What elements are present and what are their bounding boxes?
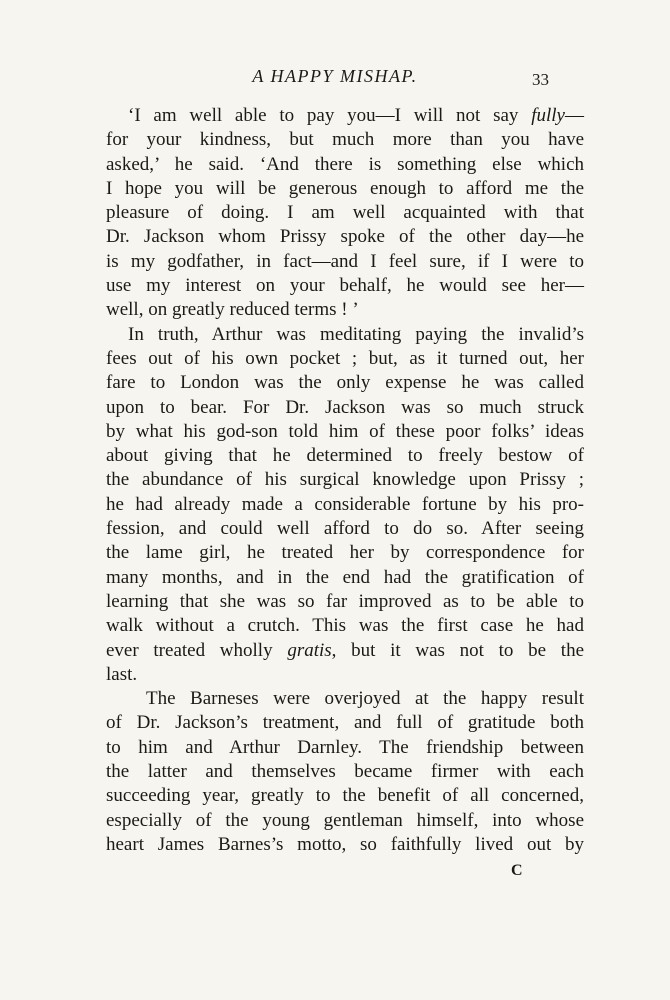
text-line: learning that she was so far improved as to be able to — [106, 590, 584, 612]
text-line: The Barneses were overjoyed at the happy result — [146, 688, 584, 710]
text-line: ‘I am well able to pay you—I will not say fully— — [128, 105, 584, 126]
text-line: walk without a crutch. This was the first case he had — [106, 615, 584, 637]
body-text — [106, 104, 584, 857]
text-line: succeeding year, greatly to the benefit of all concerned, — [106, 785, 584, 807]
text-line: asked,’ he said. ‘And there is something else which — [106, 153, 584, 175]
text-line: by what his god-son told him of these poor folks’ ideas — [106, 420, 584, 442]
text-line: In truth, Arthur was meditating paying the invalid’s — [128, 323, 584, 345]
text-line: fare to London was the only expense he was called — [106, 372, 584, 394]
text-line: upon to bear. For Dr. Jackson was so much struck — [106, 396, 584, 418]
text-line: is my godfather, in fact—and I feel sure, if I were to — [106, 250, 584, 272]
text-line: for your kindness, but much more than you have — [106, 129, 584, 151]
text-line: of Dr. Jackson’s treatment, and full of gratitude both — [106, 712, 584, 734]
signature-mark: C — [511, 862, 523, 879]
text-line: the abundance of his surgical knowledge upon Prissy ; — [106, 469, 584, 491]
text-line: many months, and in the end had the gratification of — [106, 566, 584, 588]
page-number: 33 — [532, 70, 549, 89]
text-line: I hope you will be generous enough to afford me the — [106, 177, 584, 199]
text-line: Dr. Jackson whom Prissy spoke of the other day—he — [106, 226, 584, 248]
text-line: heart James Barnes’s motto, so faithfully lived out by — [106, 833, 584, 855]
text-line: use my interest on your behalf, he would see her— — [106, 275, 584, 297]
text-line: ever treated wholly gratis, but it was not to be the — [106, 639, 585, 661]
text-line: pleasure of doing. I am well acquainted with that — [106, 202, 584, 224]
text-line: about giving that he determined to freely bestow of — [106, 445, 584, 467]
italic-word: gratis — [287, 639, 332, 661]
running-title: A HAPPY MISHAP. — [252, 66, 418, 86]
text-line: to him and Arthur Darnley. The friendship between — [106, 736, 584, 758]
text-line: he had already made a considerable fortune by his pro- — [106, 493, 584, 515]
text-line: the lame girl, he treated her by correspondence for — [106, 542, 584, 564]
italic-word: fully — [531, 105, 565, 126]
text-line: fession, and could well afford to do so. After seeing — [106, 518, 584, 540]
text-line: well, on greatly reduced terms ! ’ — [106, 299, 359, 321]
text-line: fees out of his own pocket ; but, as it turned out, her — [106, 347, 584, 369]
text-line: the latter and themselves became firmer with each — [106, 761, 584, 783]
text-line: last. — [106, 663, 138, 685]
text-line: especially of the young gentleman himself, into whose — [106, 809, 584, 831]
